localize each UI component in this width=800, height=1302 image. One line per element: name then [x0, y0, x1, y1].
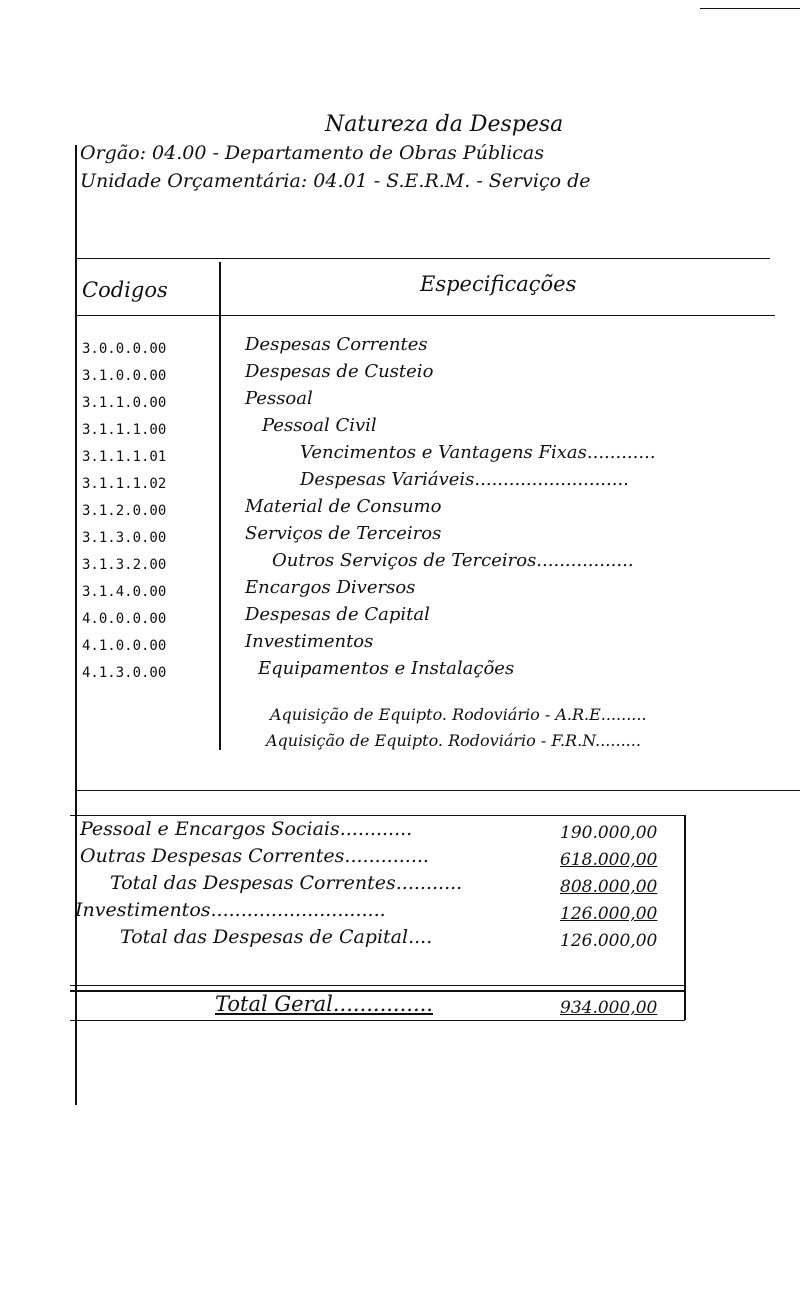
summary-label: Investimentos.............................: [75, 899, 386, 921]
row-spec: Vencimentos e Vantagens Fixas............: [300, 442, 656, 463]
row-code: 3.1.2.0.00: [82, 503, 167, 519]
row-spec: Despesas de Custeio: [245, 361, 434, 382]
table-top-rule: [75, 258, 770, 259]
summary-value: 190.000,00: [560, 823, 658, 843]
row-spec: Investimentos: [245, 631, 374, 652]
row-code: 3.1.3.0.00: [82, 530, 167, 546]
total-geral-value: 934.000,00: [560, 998, 658, 1018]
summary-label: Total das Despesas de Capital....: [120, 926, 433, 948]
row-spec: Pessoal Civil: [262, 415, 377, 436]
summary-label: Pessoal e Encargos Sociais............: [80, 818, 413, 840]
unidade-line: Unidade Orçamentária: 04.01 - S.E.R.M. - Serviço de: [80, 170, 591, 192]
row-code: 3.1.1.1.00: [82, 422, 167, 438]
row-spec: Despesas de Capital: [245, 604, 430, 625]
left-margin-line: [75, 145, 77, 1105]
row-code: 3.1.0.0.00: [82, 368, 167, 384]
row-spec: Outros Serviços de Terceiros.................: [272, 550, 634, 571]
row-code: 3.1.1.0.00: [82, 395, 167, 411]
header-codigos: Codigos: [82, 278, 168, 302]
row-code: 3.1.3.2.00: [82, 557, 167, 573]
summary-value: 126.000,00: [560, 904, 658, 924]
section-rule: [75, 790, 800, 791]
extra-spec-line: Aquisição de Equipto. Rodoviário - F.R.N.........: [266, 731, 641, 750]
total-geral-label: Total Geral...............: [215, 992, 433, 1016]
extra-spec-line: Aquisição de Equipto. Rodoviário - A.R.E.........: [270, 705, 647, 724]
summary-value: 126.000,00: [560, 931, 658, 951]
total-box-bottom: [70, 1020, 685, 1021]
orgao-line: Orgão: 04.00 - Departamento de Obras Públicas: [80, 142, 544, 164]
row-code: 3.0.0.0.00: [82, 341, 167, 357]
row-spec: Serviços de Terceiros: [245, 523, 442, 544]
summary-box-bottom: [70, 985, 685, 986]
row-spec: Despesas Correntes: [245, 334, 428, 355]
row-spec: Pessoal: [245, 388, 313, 409]
row-code: 3.1.1.1.01: [82, 449, 167, 465]
summary-value: 618.000,00: [560, 850, 658, 870]
row-code: 4.1.0.0.00: [82, 638, 167, 654]
summary-label: Total das Despesas Correntes...........: [110, 872, 463, 894]
header-rule: [75, 315, 775, 316]
summary-box-top: [70, 815, 685, 816]
row-spec: Encargos Diversos: [245, 577, 416, 598]
row-code: 3.1.4.0.00: [82, 584, 167, 600]
row-code: 3.1.1.1.02: [82, 476, 167, 492]
summary-label: Outras Despesas Correntes..............: [80, 845, 429, 867]
row-code: 4.1.3.0.00: [82, 665, 167, 681]
summary-value: 808.000,00: [560, 877, 658, 897]
column-divider: [219, 262, 221, 750]
row-spec: Despesas Variáveis...........................: [300, 469, 629, 490]
top-rule: [700, 8, 800, 9]
row-spec: Material de Consumo: [245, 496, 442, 517]
header-especificacoes: Especificações: [420, 272, 577, 296]
document-title: Natureza da Despesa: [325, 112, 564, 137]
row-spec: Equipamentos e Instalações: [258, 658, 515, 679]
row-code: 4.0.0.0.00: [82, 611, 167, 627]
